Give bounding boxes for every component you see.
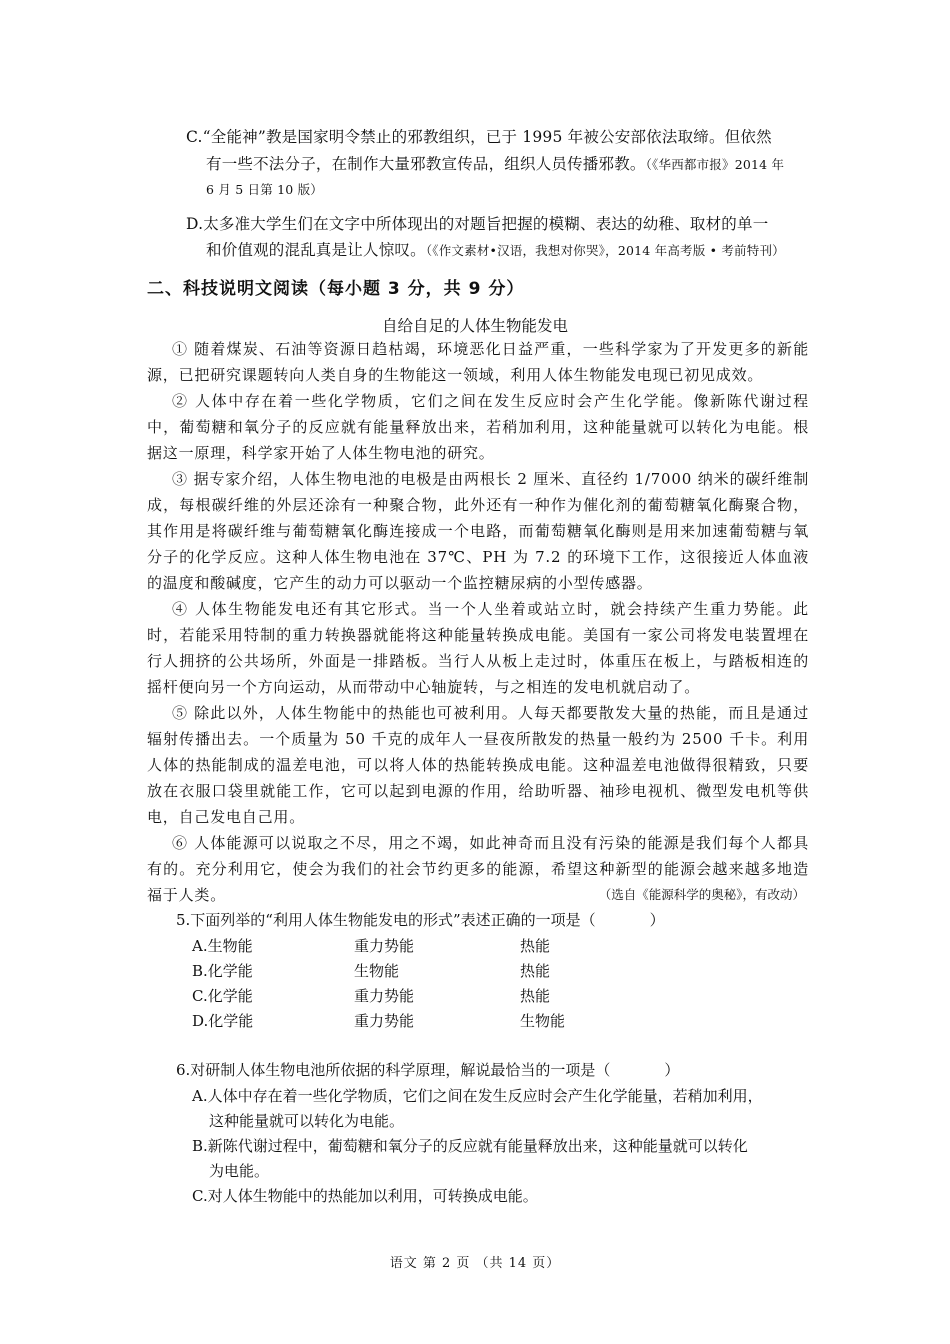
question-5-close: ） — [649, 911, 665, 929]
question-6-text: 6.对研制人体生物电池所依据的科学原理，解说最恰当的一项是（ — [176, 1061, 611, 1079]
question-5-stem — [176, 908, 665, 933]
page-footer: 语文 第 2 页 （共 14 页） — [389, 1256, 561, 1271]
option-d-line1: D.太多准大学生们在文字中所体现出的对题旨把握的模糊、表达的幼稚、取材的单一 — [186, 215, 769, 233]
choice-d-b: 重力势能 — [354, 1012, 415, 1030]
choice-c-c: 热能 — [520, 987, 551, 1005]
q6-option-a-line1: A.人体中存在着一些化学物质，它们之间在发生反应时会产生化学能量，若稍加利用， — [192, 1087, 763, 1105]
choice-c-b: 重力势能 — [354, 987, 415, 1005]
q6-option-a-line2: 这种能量就可以转化为电能。 — [209, 1112, 405, 1130]
q6-option-c-line1: C.对人体生物能中的热能加以利用，可转换成电能。 — [192, 1187, 538, 1205]
option-d-line2 — [186, 237, 836, 264]
choice-a-b: 重力势能 — [354, 937, 415, 955]
question-5-text: 5.下面列举的“利用人体生物能发电的形式”表述正确的一项是（ — [176, 911, 596, 929]
option-c-source: （《华西都市报》2014 年 — [645, 157, 785, 172]
choice-b-label: B.化学能 — [192, 962, 253, 980]
option-c-line1: C.“全能神”教是国家明令禁止的邪教组织，已于 1995 年被公安部依法取缔。但依然 — [186, 128, 772, 146]
option-c-line2 — [186, 151, 836, 178]
article-paragraph-2: ② 人体中存在着一些化学物质，它们之间在发生反应时会产生化学能。像新陈代谢过程中，葡萄糖和氧分子的反应就有能量释放出来，若稍加利用，这种能量就可以转化为电能。根据这一原理，科学家开始了人体生物电池的研究。 — [147, 392, 809, 462]
section-title: 二、科技说明文阅读（每小题 3 分，共 9 分） — [147, 279, 525, 299]
option-c-line2-text: 有一些不法分子，在制作大量邪教宣传品，组织人员传播邪教。 — [206, 155, 646, 173]
choice-d-label: D.化学能 — [192, 1012, 254, 1030]
article-body — [147, 336, 809, 908]
q6-option-b[interactable] — [192, 1134, 816, 1184]
article-paragraph-1: ① 随着煤炭、石油等资源日趋枯竭，环境恶化日益严重，一些科学家为了开发更多的新能源，已把研究课题转向人类自身的生物能这一领域，利用人体生物能发电现已初见成效。 — [147, 340, 809, 384]
option-d-source: （《作文素材•汉语，我想对你哭》，2014 年高考版 • 考前特刊） — [425, 243, 785, 258]
q6-option-b-line1: B.新陈代谢过程中，葡萄糖和氧分子的反应就有能量释放出来，这种能量就可以转化 — [192, 1137, 748, 1155]
article-paragraph-6: ⑥ 人体能源可以说取之不尽，用之不竭，如此神奇而且没有污染的能源是我们每个人都具有的。充分利用它，使会为我们的社会节约更多的能源，希望这种新型的能源会越来越多地造福于人类。 — [147, 834, 809, 904]
choice-a-c: 热能 — [520, 937, 551, 955]
question-6-close: ） — [664, 1061, 680, 1079]
article-source: （选自《能源科学的奥秘》，有改动） — [598, 887, 805, 902]
choice-c-label: C.化学能 — [192, 987, 253, 1005]
choice-b-b: 生物能 — [354, 962, 400, 980]
option-c-line3: 6 月 5 日第 10 版） — [206, 182, 323, 197]
article-title: 自给自足的人体生物能发电 — [381, 317, 568, 335]
choice-d-c: 生物能 — [520, 1012, 566, 1030]
question-6-options — [192, 1084, 816, 1209]
q6-option-a[interactable] — [192, 1084, 816, 1134]
q6-option-b-line2: 为电能。 — [209, 1162, 270, 1180]
article-paragraph-5: ⑤ 除此以外，人体生物能中的热能也可被利用。人每天都要散发大量的热能，而且是通过辐射传播出去。一个质量为 50 千克的成年人一昼夜所散发的热量一般约为 2500 千卡。利用人体的热能制成的温差电池，可以将人体的热能转换成电能。这种温差电池做得很精致，只要放在衣服口袋里就能工作，它可以起到电源的作用，给助听器、袖珍电视机、微型发电机等供电，自己发电自己用。 — [147, 704, 809, 826]
q6-option-c[interactable] — [192, 1184, 816, 1209]
article-paragraph-3: ③ 据专家介绍，人体生物电池的电极是由两根长 2 厘米、直径约 1/7000 纳米的碳纤维制成，每根碳纤维的外层还涂有一种聚合物，此外还有一种作为催化剂的葡萄糖氧化酶聚合物，其作用是将碳纤维与葡萄糖氧化酶连接成一个电路，而葡萄糖氧化酶则是用来加速葡萄糖与氧分子的化学反应。这种人体生物电池在 37℃、PH 为 7.2 的环境下工作，这很接近人体血液的温度和酸碱度，它产生的动力可以驱动一个监控糖尿病的小型传感器。 — [147, 470, 809, 592]
article-paragraph-4: ④ 人体生物能发电还有其它形式。当一个人坐着或站立时，就会持续产生重力势能。此时，若能采用特制的重力转换器就能将这种能量转换成电能。美国有一家公司将发电装置埋在行人拥挤的公共场所，外面是一排踏板。当行人从板上走过时，体重压在板上，与踏板相连的摇杆便向另一个方向运动，从而带动中心轴旋转，与之相连的发电机就启动了。 — [147, 600, 809, 696]
choice-a-label: A.生物能 — [192, 937, 253, 955]
choice-b-c: 热能 — [520, 962, 551, 980]
question-6-stem — [176, 1058, 679, 1083]
option-d-line2-text: 和价值观的混乱真是让人惊叹。 — [206, 241, 426, 259]
